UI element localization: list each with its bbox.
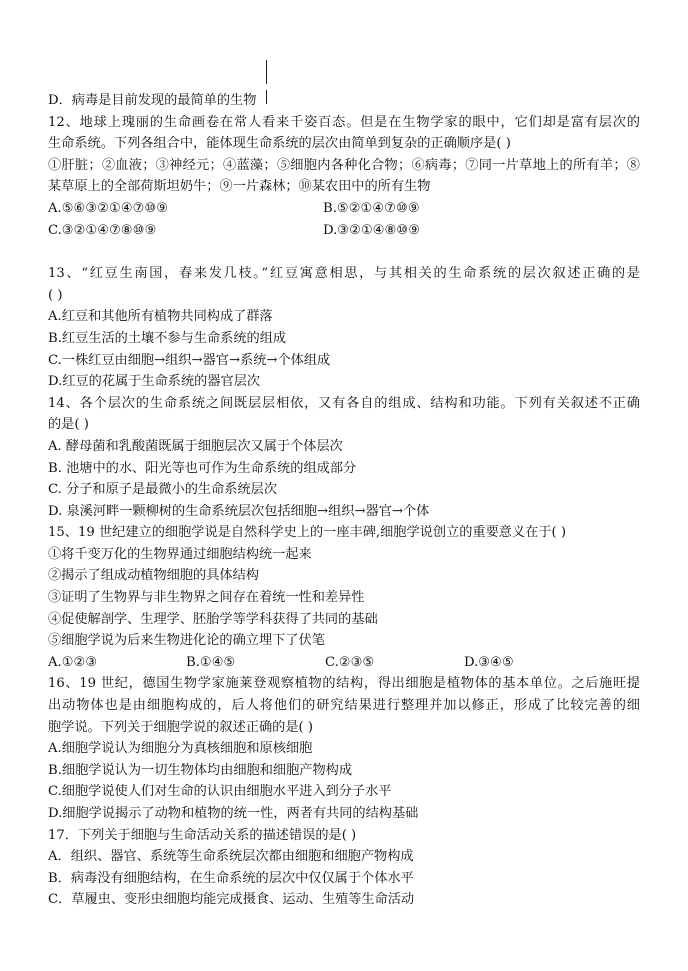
q12-stem-line: 12、地球上瑰丽的生命画卷在常人看来千姿百态。但是在生物学家的眼中，它们却是富有层次的 xyxy=(48,114,640,130)
q15-item: ④促使解剖学、生理学、胚胎学等学科获得了共同的基础 xyxy=(48,611,378,627)
q16-option-b: B.细胞学说认为一切生物体均由细胞和细胞产物构成 xyxy=(48,762,353,778)
q16-option-c: C.细胞学说使人们对生命的认识由细胞水平进入到分子水平 xyxy=(48,784,392,800)
q12-options-row xyxy=(48,220,640,242)
q14-option-b: B. 池塘中的水、阳光等也可作为生命系统的组成部分 xyxy=(48,460,357,476)
q16-stem-line: 出动物体也是由细胞构成的，后人将他们的研究结果进行整理并加以修正，形成了比较完善的细 xyxy=(48,698,640,714)
q15-option-a: A.①②③ xyxy=(48,654,98,670)
q13-option-b: B.红豆生活的土壤不参与生命系统的组成 xyxy=(48,330,287,346)
column-divider xyxy=(266,60,267,84)
q15-stem-line: 15、19 世纪建立的细胞学说是自然科学史上的一座丰碑,细胞学说创立的重要意义在于( ) xyxy=(48,525,566,541)
q16-option-d: D.细胞学说揭示了动物和植物的统一性，两者有共同的结构基础 xyxy=(48,806,419,821)
q15-option-d: D.③④⑤ xyxy=(464,654,514,670)
q16-stem-line: 胞学说。下列关于细胞学说的叙述正确的是( ) xyxy=(48,719,314,735)
q15-options-row xyxy=(48,652,640,674)
question-16 xyxy=(48,673,640,824)
question-14 xyxy=(48,393,640,523)
q13-option-a: A.红豆和其他所有植物共同构成了群落 xyxy=(48,309,273,325)
q13-option-d: D.红豆的花属于生命系统的器官层次 xyxy=(48,374,261,390)
q12-option-d: D.③②①④⑧⑩⑨ xyxy=(323,222,421,238)
q14-option-d: D. 泉溪河畔一颗柳树的生命系统层次包括细胞→组织→器官→个体 xyxy=(48,503,430,519)
q15-option-c: C.②③⑤ xyxy=(325,654,375,670)
q14-stem-line: 14、各个层次的生命系统之间既层层相依，又有各自的组成、结构和功能。下列有关叙述不正确 xyxy=(48,395,640,411)
q15-item: ⑤细胞学说为后来生物进化论的确立埋下了伏笔 xyxy=(48,633,325,649)
q14-option-a: A. 酵母菌和乳酸菌既属于细胞层次又属于个体层次 xyxy=(48,438,343,454)
q12-option-a: A.⑤⑥③②①④⑦⑩⑨ xyxy=(48,200,169,216)
q17-option-c: C．草履虫、变形虫细胞均能完成摄食、运动、生殖等生命活动 xyxy=(48,892,415,908)
q16-option-a: A.细胞学说认为细胞分为真核细胞和原核细胞 xyxy=(48,741,313,757)
question-12 xyxy=(48,112,640,242)
q16-stem-line: 16、19 世纪，德国生物学家施莱登观察植物的结构，得出细胞是植物体的基本单位。之后施旺提 xyxy=(48,676,640,692)
q13-stem-line: 13、“红豆生南国，春来发几枝。”红豆寓意相思，与其相关的生命系统的层次叙述正确的是 xyxy=(48,266,640,282)
q12-stem-line: 生命系统。下列各组合中，能体现生命系统的层次由简单到复杂的正确顺序是( ) xyxy=(48,136,511,152)
q12-options-row xyxy=(48,198,640,220)
q17-stem-line: 17．下列关于细胞与生命活动关系的描述错误的是( ) xyxy=(48,827,357,843)
q15-item: ③证明了生物界与非生物界之间存在着统一性和差异性 xyxy=(48,590,365,606)
question-15 xyxy=(48,522,640,673)
q12-item-line: ①肝脏；②血液；③神经元；④蓝藻；⑤细胞内各种化合物；⑥病毒；⑦同一片草地上的所有羊；⑧ xyxy=(48,157,640,173)
q12-option-b: B.⑤②①④⑦⑩⑨ xyxy=(323,200,420,216)
q14-option-c: C. 分子和原子是最微小的生命系统层次 xyxy=(48,482,278,498)
q12-item-line: 某草原上的全部荷斯坦奶牛；⑨一片森林；⑩某农田中的所有生物 xyxy=(48,179,431,195)
question-17 xyxy=(48,825,640,911)
q12-option-c: C.③②①④⑦⑧⑩⑨ xyxy=(48,222,157,238)
question-content xyxy=(48,90,640,911)
q17-option-a: A．组织、器官、系统等生命系统层次都由细胞和细胞产物构成 xyxy=(48,849,414,865)
q15-option-b: B.①④⑤ xyxy=(186,654,236,670)
q15-item: ②揭示了组成动植物细胞的具体结构 xyxy=(48,568,259,584)
q11-option-d: D．病毒是目前发现的最简单的生物 xyxy=(48,93,257,108)
q17-option-b: B．病毒没有细胞结构，在生命系统的层次中仅仅属于个体水平 xyxy=(48,870,414,886)
q13-option-c: C.一株红豆由细胞→组织→器官→系统→个体组成 xyxy=(48,352,331,368)
q14-stem-line: 的是( ) xyxy=(48,417,89,433)
question-13 xyxy=(48,263,640,393)
q15-item: ①将千变万化的生物界通过细胞结构统一起来 xyxy=(48,546,312,562)
q13-stem-line: ( ) xyxy=(48,287,63,303)
